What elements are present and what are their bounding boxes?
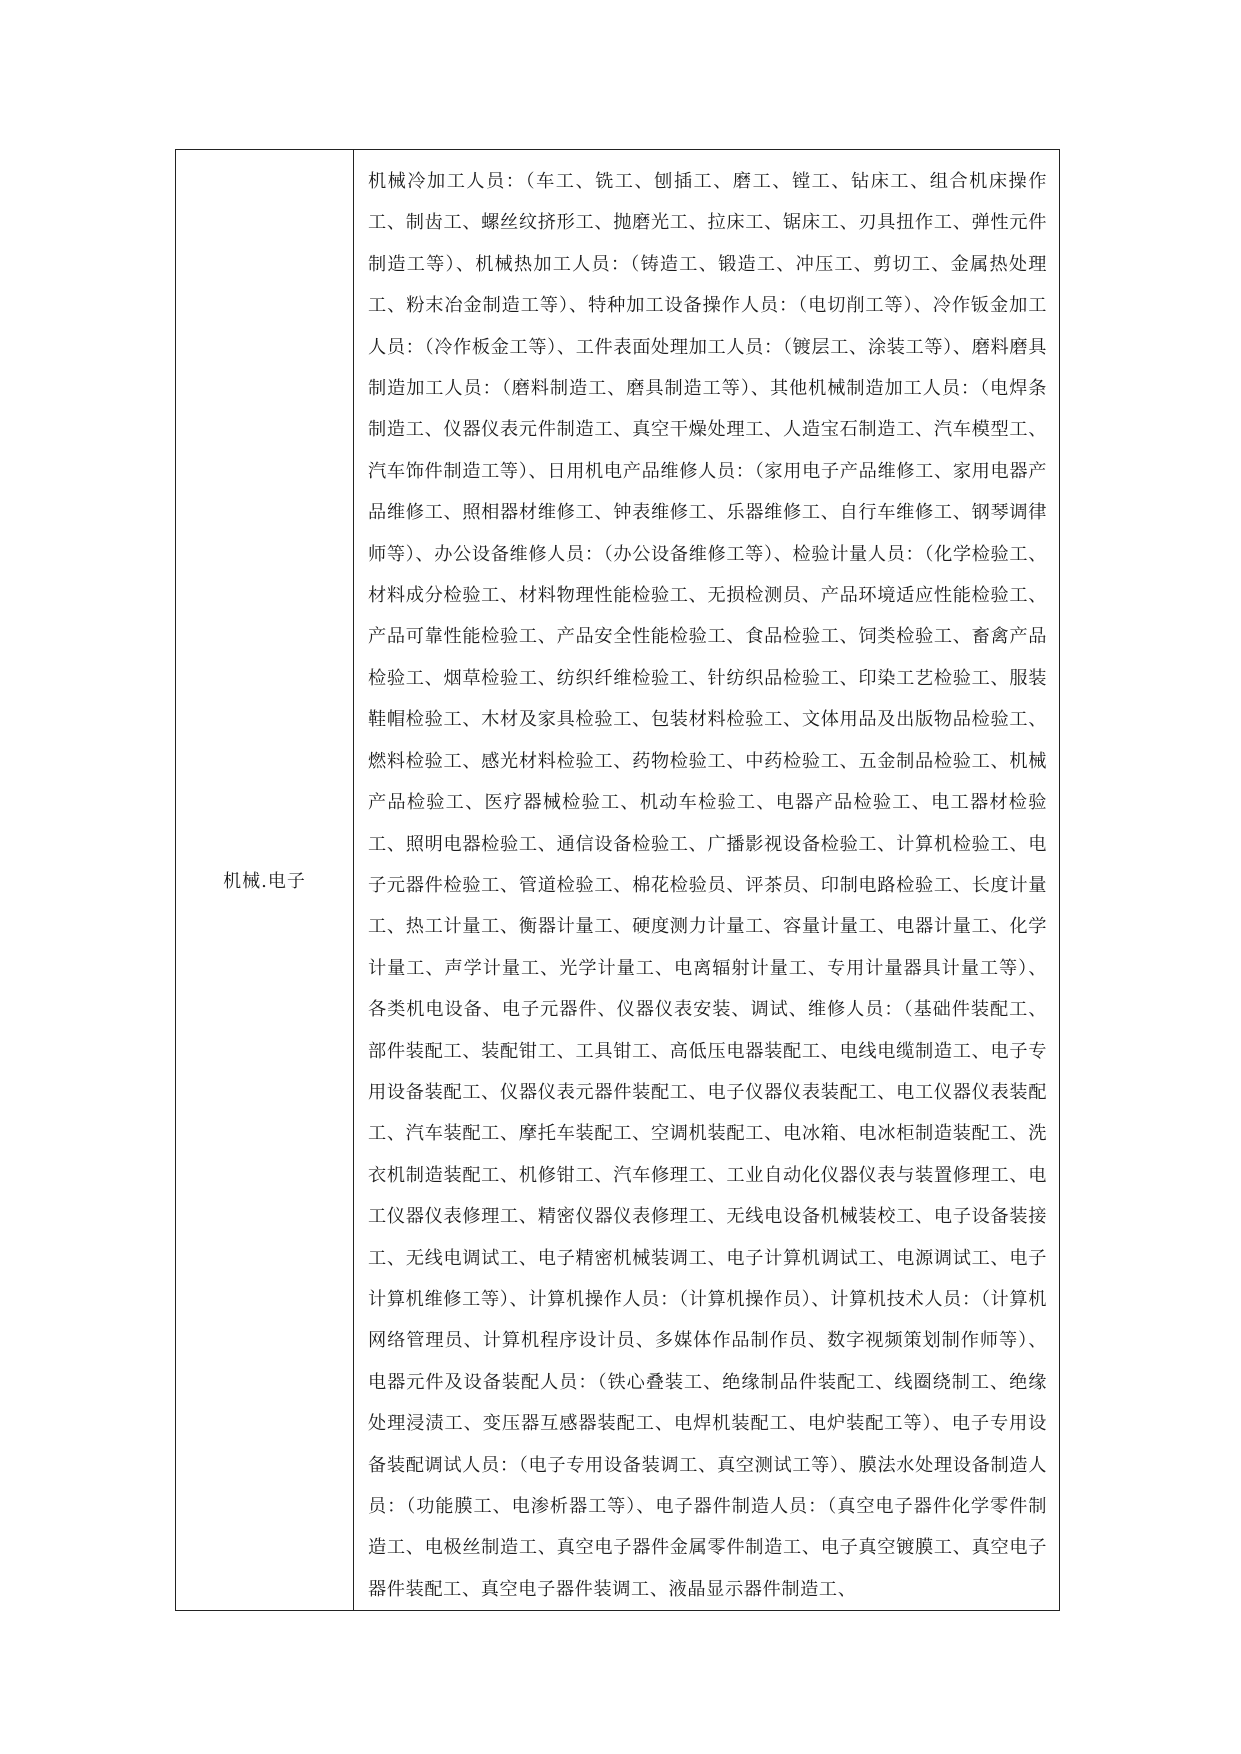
- table-row: [176, 150, 1060, 1611]
- content-cell: [354, 150, 1060, 1611]
- occupation-list-text: 机械冷加工人员：（车工、铣工、刨插工、磨工、镗工、钻床工、组合机床操作工、制齿工、螺丝纹挤形工、抛磨光工、拉床工、锯床工、刃具扭作工、弹性元件制造工等）、机械热加工人员：（铸造工、锻造工、冲压工、剪切工、金属热处理工、粉末冶金制造工等）、特种加工设备操作人员：（电切削工等）、冷作钣金加工人员：（冷作板金工等）、工件表面处理加工人员：（镀层工、涂装工等）、磨料磨具制造加工人员：（磨料制造工、磨具制造工等）、其他机械制造加工人员：（电焊条制造工、仪器仪表元件制造工、真空干燥处理工、人造宝石制造工、汽车模型工、汽车饰件制造工等）、日用机电产品维修人员：（家用电子产品维修工、家用电器产品维修工、照相器材维修工、钟表维修工、乐器维修工、自行车维修工、钢琴调律师等）、办公设备维修人员：（办公设备维修工等）、检验计量人员：（化学检验工、材料成分检验工、材料物理性能检验工、无损检测员、产品环境适应性能检验工、产品可靠性能检验工、产品安全性能检验工、食品检验工、饲类检验工、畜禽产品检验工、烟草检验工、纺织纤维检验工、针纺织品检验工、印染工艺检验工、服装鞋帽检验工、木材及家具检验工、包装材料检验工、文体用品及出版物品检验工、燃料检验工、感光材料检验工、药物检验工、中药检验工、五金制品检验工、机械产品检验工、医疗器械检验工、机动车检验工、电器产品检验工、电工器材检验工、照明电器检验工、通信设备检验工、广播影视设备检验工、计算机检验工、电子元器件检验工、管道检验工、棉花检验员、评茶员、印制电路检验工、长度计量工、热工计量工、衡器计量工、硬度测力计量工、容量计量工、电器计量工、化学计量工、声学计量工、光学计量工、电离辐射计量工、专用计量器具计量工等）、各类机电设备、电子元器件、仪器仪表安装、调试、维修人员：（基础件装配工、部件装配工、装配钳工、工具钳工、高低压电器装配工、电线电缆制造工、电子专用设备装配工、仪器仪表元器件装配工、电子仪器仪表装配工、电工仪器仪表装配工、汽车装配工、摩托车装配工、空调机装配工、电冰箱、电冰柜制造装配工、洗衣机制造装配工、机修钳工、汽车修理工、工业自动化仪器仪表与装置修理工、电工仪器仪表修理工、精密仪器仪表修理工、无线电设备机械装校工、电子设备装接工、无线电调试工、电子精密机械装调工、电子计算机调试工、电源调试工、电子计算机维修工等）、计算机操作人员：（计算机操作员）、计算机技术人员：（计算机网络管理员、计算机程序设计员、多媒体作品制作员、数字视频策划制作师等）、电器元件及设备装配人员：（铁心叠装工、绝缘制品件装配工、线圈绕制工、绝缘处理浸渍工、变压器互感器装配工、电焊机装配工、电炉装配工等）、电子专用设备装配调试人员：（电子专用设备装调工、真空测试工等）、膜法水处理设备制造人员：（功能膜工、电渗析器工等）、电子器件制造人员：（真空电子器件化学零件制造工、电极丝制造工、真空电子器件金属零件制造工、电子真空镀膜工、真空电子器件装配工、真空电子器件装调工、液晶显示器件制造工、: [368, 171, 1047, 1600]
- category-cell: [176, 150, 354, 1611]
- occupation-table: [175, 149, 1060, 1611]
- category-label: 机械.电子: [223, 871, 306, 893]
